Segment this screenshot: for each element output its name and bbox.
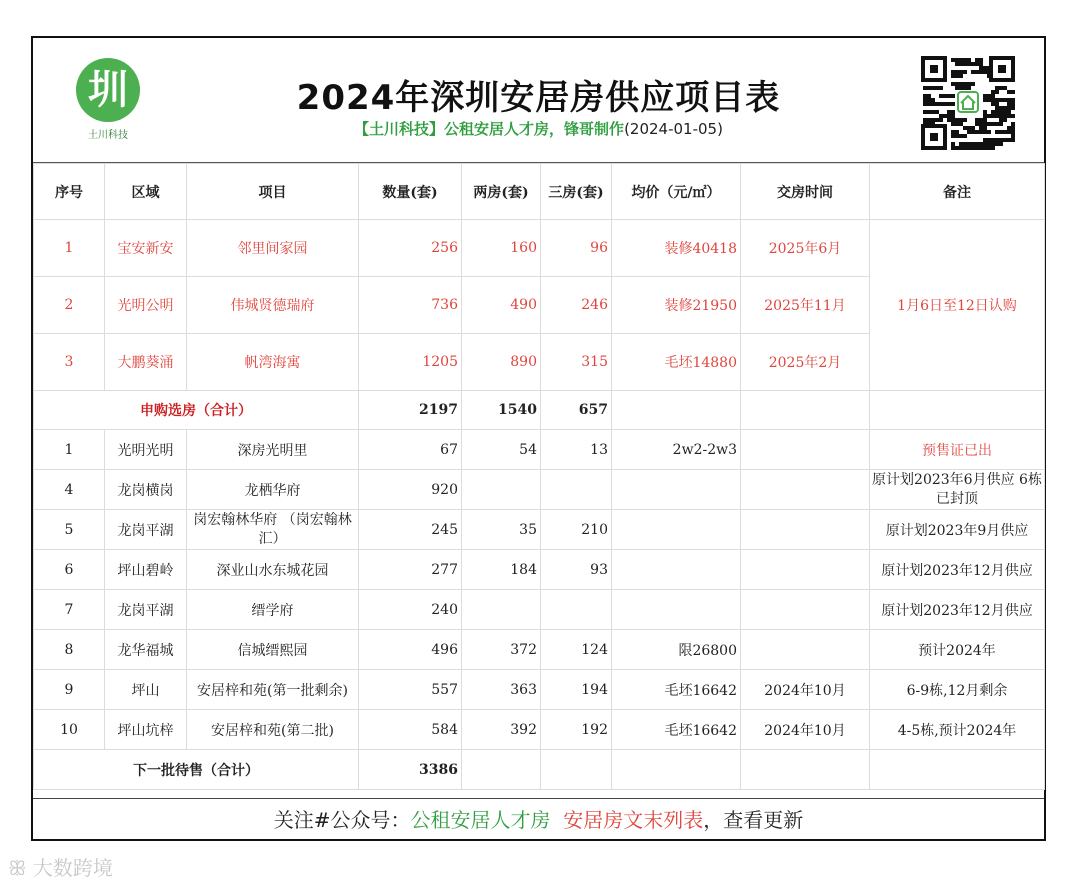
table-row	[34, 630, 1045, 670]
cell-price	[612, 470, 741, 510]
row-note: 原计划2023年6月供应 6栋已封顶	[870, 470, 1045, 510]
row-note: 原计划2023年12月供应	[870, 550, 1045, 590]
cell-project: 伟城贤德瑞府	[187, 277, 359, 334]
cell-total: 736	[359, 277, 462, 334]
table-header-banner	[33, 38, 1044, 163]
cell-two: 490	[462, 277, 541, 334]
cell-two: 890	[462, 334, 541, 391]
cell-no: 1	[34, 220, 105, 277]
footer-suffix: ，查看更新	[703, 808, 804, 832]
cell-three: 194	[541, 670, 612, 710]
cell-three	[541, 470, 612, 510]
cell-total: 277	[359, 550, 462, 590]
empty-cell	[612, 391, 741, 430]
cell-delivery: 2025年11月	[741, 277, 870, 334]
supply-table-sheet	[31, 36, 1046, 841]
row-note: 原计划2023年9月供应	[870, 510, 1045, 550]
cell-two: 392	[462, 710, 541, 750]
cell-two: 35	[462, 510, 541, 550]
cell-project: 龙栖华府	[187, 470, 359, 510]
footer-list: 安居房文末列表	[563, 808, 704, 832]
cell-project: 安居梓和苑(第二批)	[187, 710, 359, 750]
subtitle-date: (2024-01-05)	[624, 120, 723, 138]
cell-delivery	[741, 590, 870, 630]
cell-delivery: 2025年2月	[741, 334, 870, 391]
empty-cell	[612, 750, 741, 790]
cell-no: 4	[34, 470, 105, 510]
cell-area: 坪山	[105, 670, 187, 710]
cell-area: 光明公明	[105, 277, 187, 334]
supply-table	[33, 163, 1045, 790]
cell-price: 2w2-2w3	[612, 430, 741, 470]
cell-three: 124	[541, 630, 612, 670]
cell-delivery: 2025年6月	[741, 220, 870, 277]
cell-total: 496	[359, 630, 462, 670]
cell-price	[612, 510, 741, 550]
row-note: 预售证已出	[870, 430, 1045, 470]
cell-price: 限26800	[612, 630, 741, 670]
table-row	[34, 670, 1045, 710]
cell-two	[462, 590, 541, 630]
cell-delivery: 2024年10月	[741, 710, 870, 750]
summary-total: 3386	[359, 750, 462, 790]
cell-two: 184	[462, 550, 541, 590]
cell-total: 584	[359, 710, 462, 750]
cell-three: 210	[541, 510, 612, 550]
row-note: 4-5栋,预计2024年	[870, 710, 1045, 750]
summary-row	[34, 391, 1045, 430]
table-row	[34, 550, 1045, 590]
cell-no: 2	[34, 277, 105, 334]
empty-cell	[870, 391, 1045, 430]
cell-project: 深业山水东城花园	[187, 550, 359, 590]
cell-delivery	[741, 470, 870, 510]
row-note: 预计2024年	[870, 630, 1045, 670]
cell-delivery	[741, 630, 870, 670]
summary-label: 下一批待售（合计）	[34, 750, 359, 790]
cell-area: 坪山碧岭	[105, 550, 187, 590]
cell-project: 深房光明里	[187, 430, 359, 470]
cell-price	[612, 590, 741, 630]
cell-delivery: 2024年10月	[741, 670, 870, 710]
cell-two: 363	[462, 670, 541, 710]
page-subtitle	[33, 118, 1044, 139]
cell-total: 1205	[359, 334, 462, 391]
cell-two	[462, 470, 541, 510]
cell-project: 帆湾海寓	[187, 334, 359, 391]
cell-area: 大鹏葵涌	[105, 334, 187, 391]
cell-project: 信城缙熙园	[187, 630, 359, 670]
cell-no: 9	[34, 670, 105, 710]
cell-three: 246	[541, 277, 612, 334]
cell-area: 龙岗平湖	[105, 510, 187, 550]
cell-two: 54	[462, 430, 541, 470]
cell-no: 7	[34, 590, 105, 630]
column-header: 数量(套)	[359, 164, 462, 220]
cell-project: 缙学府	[187, 590, 359, 630]
cell-price: 装修21950	[612, 277, 741, 334]
empty-cell	[462, 750, 541, 790]
column-header: 两房(套)	[462, 164, 541, 220]
empty-cell	[541, 750, 612, 790]
page-title: 2024年深圳安居房供应项目表	[296, 78, 781, 118]
cell-three: 315	[541, 334, 612, 391]
cell-total: 557	[359, 670, 462, 710]
cell-two: 160	[462, 220, 541, 277]
cell-area: 龙岗平湖	[105, 590, 187, 630]
watermark-text: 大数跨境	[32, 856, 113, 880]
logo-circle-icon: 圳	[76, 58, 140, 122]
cell-total: 245	[359, 510, 462, 550]
summary-two: 1540	[462, 391, 541, 430]
table-row	[34, 430, 1045, 470]
table-row	[34, 590, 1045, 630]
cell-total: 920	[359, 470, 462, 510]
cell-no: 8	[34, 630, 105, 670]
cell-two: 372	[462, 630, 541, 670]
cell-delivery	[741, 550, 870, 590]
cell-no: 1	[34, 430, 105, 470]
cell-price: 毛坯14880	[612, 334, 741, 391]
column-header: 项目	[187, 164, 359, 220]
cell-area: 龙岗横岗	[105, 470, 187, 510]
summary-three: 657	[541, 391, 612, 430]
summary-row	[34, 750, 1045, 790]
row-note: 原计划2023年12月供应	[870, 590, 1045, 630]
cell-no: 5	[34, 510, 105, 550]
qr-code-icon	[921, 56, 1015, 150]
cell-delivery	[741, 510, 870, 550]
cell-no: 6	[34, 550, 105, 590]
column-header: 区域	[105, 164, 187, 220]
table-row	[34, 470, 1045, 510]
cell-project: 岗宏翰林华府 （岗宏翰林汇）	[187, 510, 359, 550]
header-row	[34, 164, 1045, 220]
cell-three: 96	[541, 220, 612, 277]
column-header: 均价（元/㎡）	[612, 164, 741, 220]
empty-cell	[741, 750, 870, 790]
cell-three: 93	[541, 550, 612, 590]
watermark: ꕥ 大数跨境	[8, 856, 113, 880]
empty-cell	[870, 750, 1045, 790]
cell-total: 67	[359, 430, 462, 470]
cell-three: 192	[541, 710, 612, 750]
cell-price: 装修40418	[612, 220, 741, 277]
cell-total: 256	[359, 220, 462, 277]
column-header: 序号	[34, 164, 105, 220]
footer-account: 公租安居人才房	[410, 808, 551, 832]
subtitle-brand: 【土川科技】公租安居人才房，锋哥制作	[354, 120, 625, 138]
summary-label: 申购选房（合计）	[34, 391, 359, 430]
cell-no: 3	[34, 334, 105, 391]
empty-cell	[741, 391, 870, 430]
cell-price	[612, 550, 741, 590]
table-row	[34, 510, 1045, 550]
logo-text: 土川科技	[88, 130, 128, 141]
summary-total: 2197	[359, 391, 462, 430]
cell-area: 坪山坑梓	[105, 710, 187, 750]
cell-delivery	[741, 430, 870, 470]
row-note: 6-9栋,12月剩余	[870, 670, 1045, 710]
cell-no: 10	[34, 710, 105, 750]
column-header: 备注	[870, 164, 1045, 220]
row-note: 1月6日至12日认购	[870, 220, 1045, 391]
table-row	[34, 710, 1045, 750]
cell-three	[541, 590, 612, 630]
cell-three: 13	[541, 430, 612, 470]
cell-project: 邻里间家园	[187, 220, 359, 277]
cell-area: 宝安新安	[105, 220, 187, 277]
table-row	[34, 220, 1045, 277]
footer-follow-note	[33, 798, 1044, 842]
cell-total: 240	[359, 590, 462, 630]
cell-price: 毛坯16642	[612, 710, 741, 750]
column-header: 交房时间	[741, 164, 870, 220]
cell-price: 毛坯16642	[612, 670, 741, 710]
cell-project: 安居梓和苑(第一批剩余)	[187, 670, 359, 710]
cell-area: 龙华福城	[105, 630, 187, 670]
footer-prefix: 关注#公众号：	[273, 808, 411, 832]
cell-area: 光明光明	[105, 430, 187, 470]
column-header: 三房(套)	[541, 164, 612, 220]
